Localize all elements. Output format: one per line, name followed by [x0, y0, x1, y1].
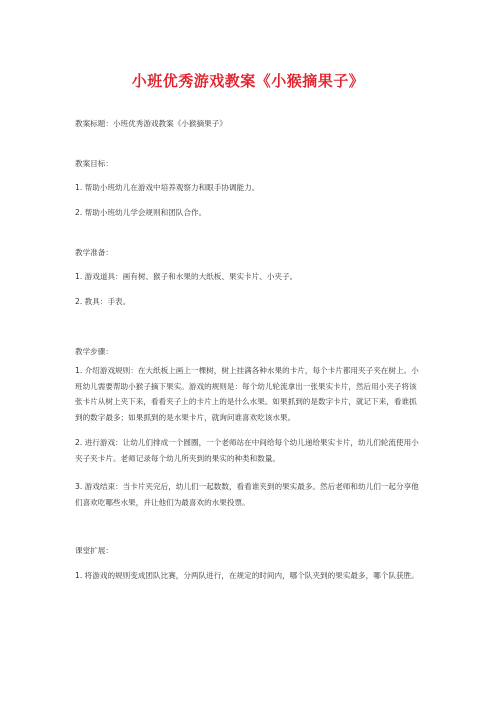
- step-item-2: 2. 进行游戏：让幼儿们排成一个圆圈，一个老师站在中间给每个幼儿递给果实卡片，幼儿们轮流使用小夹子夹卡片。老师记录每个幼儿所夹到的果实的种类和数量。: [75, 438, 419, 463]
- step-item-3: 3. 游戏结束：当卡片夹完后，幼儿们一起数数，看看谁夹到的果实最多。然后老师和幼儿们一起分享他们喜欢吃哪些水果，并让他们为最喜欢的水果投票。: [75, 482, 419, 507]
- step-item-1: 1. 介绍游戏规则：在大纸板上画上一棵树，树上挂满各种水果的卡片，每个卡片都用夹子夹在树上。小班幼儿需要帮助小猴子摘下果实。游戏的规则是：每个幼儿轮流拿出一张果实卡片，然后用小夹子将该张卡片从树上夹下来，看看夹子上的卡片上的是什么水果。如果抓到的是数字卡片，就记下来，看谁抓到的数字最多；如果抓到的是水果卡片，就询问谁喜欢吃该水果。: [75, 366, 419, 422]
- prep-item-1: 1. 游戏道具：画有树、猴子和水果的大纸板、果实卡片、小夹子。: [75, 272, 298, 281]
- steps-heading: 教学步骤：: [75, 347, 113, 356]
- extension-heading: 课堂扩展：: [75, 546, 113, 555]
- document-title: 小班优秀游戏教案《小猴摘果子》: [131, 72, 365, 90]
- goal-item-1: 1. 帮助小班幼儿在游戏中培养观察力和眼手协调能力。: [75, 183, 260, 192]
- extension-item-1: 1. 将游戏的规则变成团队比赛，分两队进行，在规定的时间内，哪个队夹到的果实最多，哪个队获胜。: [75, 571, 419, 580]
- goal-item-2: 2. 帮助小班幼儿学会规则和团队合作。: [75, 208, 207, 217]
- prep-item-2: 2. 教具：手表。: [75, 297, 131, 306]
- goals-heading: 教案目标：: [75, 159, 113, 168]
- prep-heading: 教学准备：: [75, 248, 113, 257]
- lesson-title-line: 教案标题：小班优秀游戏教案《小猴摘果子》: [75, 119, 227, 128]
